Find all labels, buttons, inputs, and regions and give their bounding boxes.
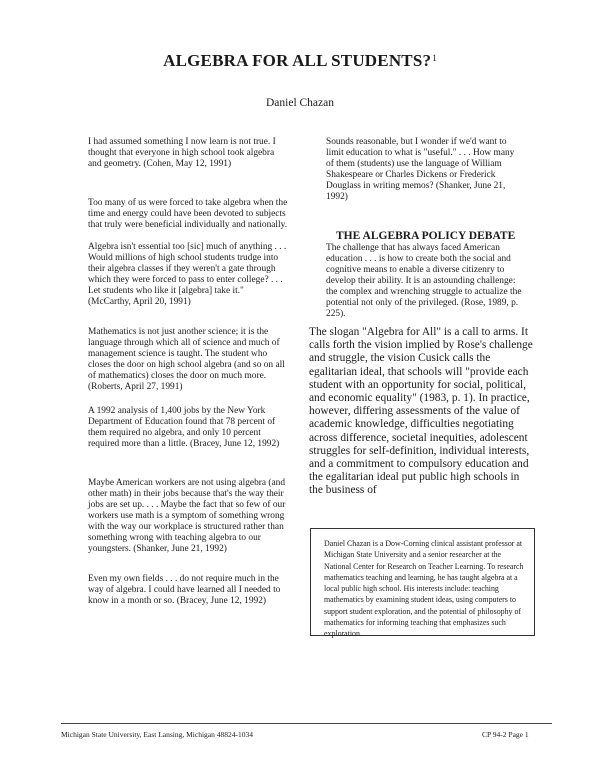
quote-cohen: I had assumed something I now learn is not true. I thought that everyone in high school took algebra and geometry. (Cohen, May 12, 1991) xyxy=(88,137,276,169)
footnote-mark: 1 xyxy=(432,53,437,63)
quote-roberts: Mathematics is not just another science; it is the language through which all of science and much of management science is taught. The student who closes the door on high school algebra (and so on all of mathematics) closes the door on much more. (Roberts, April 27, 1991) xyxy=(88,327,285,392)
quote-bracey-fields: Even my own fields . . . do not require much in the way of algebra. I could have learned all I needed to know in a month or so. (Bracey, June 12, 1992) xyxy=(88,574,281,606)
author-name: Daniel Chazan xyxy=(265,97,334,109)
title-text: ALGEBRA FOR ALL STUDENTS? xyxy=(163,51,432,70)
quote-rose: The challenge that has always faced American education . . . is how to create both the social and cognitive means to enable a diverse citizenry to develop their ability. It is an astounding challenge: the complex and wrenching struggle to actualize the potential not only of the privileged. (Rose, 1989, p. 225). xyxy=(326,243,522,319)
quote-forced-algebra: Too many of us were forced to take algebra when the time and energy could have been devoted to subjects that truly were beneficial individually and nationally. xyxy=(88,198,288,230)
author-bio-box xyxy=(310,528,535,639)
quote-mccarthy: Algebra isn't essential too [sic] much of anything . . . Would millions of high school students trudge into their algebra classes if they weren't a gate through which they were forced to pass to enter college? . . . Let students who like it [algebra] take it." (McCarthy, April 20, 1991) xyxy=(88,242,287,307)
author-bio-text: Daniel Chazan is a Dow-Corning clinical assistant professor at Michigan State University and a senior researcher at the National Center for Research on Teacher Learning. To research mathematics teaching and learning, he has taught algebra at a local public high school. His interests include: teaching mathematics by examining student ideas, using computers to support student exploration, and the potential of philosophy of mathematics for informing teaching that emphasizes such exploration. xyxy=(324,539,524,639)
quote-shanker-workers: Maybe American workers are not using algebra (and other math) in their jobs because that's the way their jobs are set up. . . . Maybe the fact that so few of our workers use math is a symptom of something wrong with the way our workplace is structured rather than something wrong with teaching algebra to our youngsters. (Shanker, June 21, 1992) xyxy=(88,478,286,554)
quote-shanker-useful: Sounds reasonable, but I wonder if we'd want to limit education to what is "useful." . . . How many of them (students) use the language of William Shakespeare or Charles Dickens or Frederick Douglass in writing memos? (Shanker, June 21, 1992) xyxy=(326,137,515,202)
section-heading: THE ALGEBRA POLICY DEBATE xyxy=(336,230,516,242)
quote-bracey-jobs: A 1992 analysis of 1,400 jobs by the New York Department of Education found that 78 percent of them required no algebra, and only 10 percent required more than a little. (Bracey, June 12, 1992) xyxy=(88,406,280,449)
footer-address: Michigan State University, East Lansing, Michigan 48824-1034 xyxy=(61,730,253,739)
footer-rule xyxy=(61,723,552,724)
footer-page-number: CP 94-2 Page 1 xyxy=(482,730,529,739)
body-paragraph: The slogan "Algebra for All" is a call to arms. It calls forth the vision implied by Rose's challenge and struggle, the vision Cusick calls the egalitarian ideal, that schools will "provide each student with an opportunity for social, political, and economic equality" (1983, p. 1). In practice, however, differing assessments of the value of academic knowledge, difficulties negotiating across difference, societal inequities, adolescent struggles for self-definition, individual interests, and a commitment to compulsory education and the egalitarian ideal put public high schools in the business of xyxy=(309,326,533,497)
page-title xyxy=(0,51,600,71)
